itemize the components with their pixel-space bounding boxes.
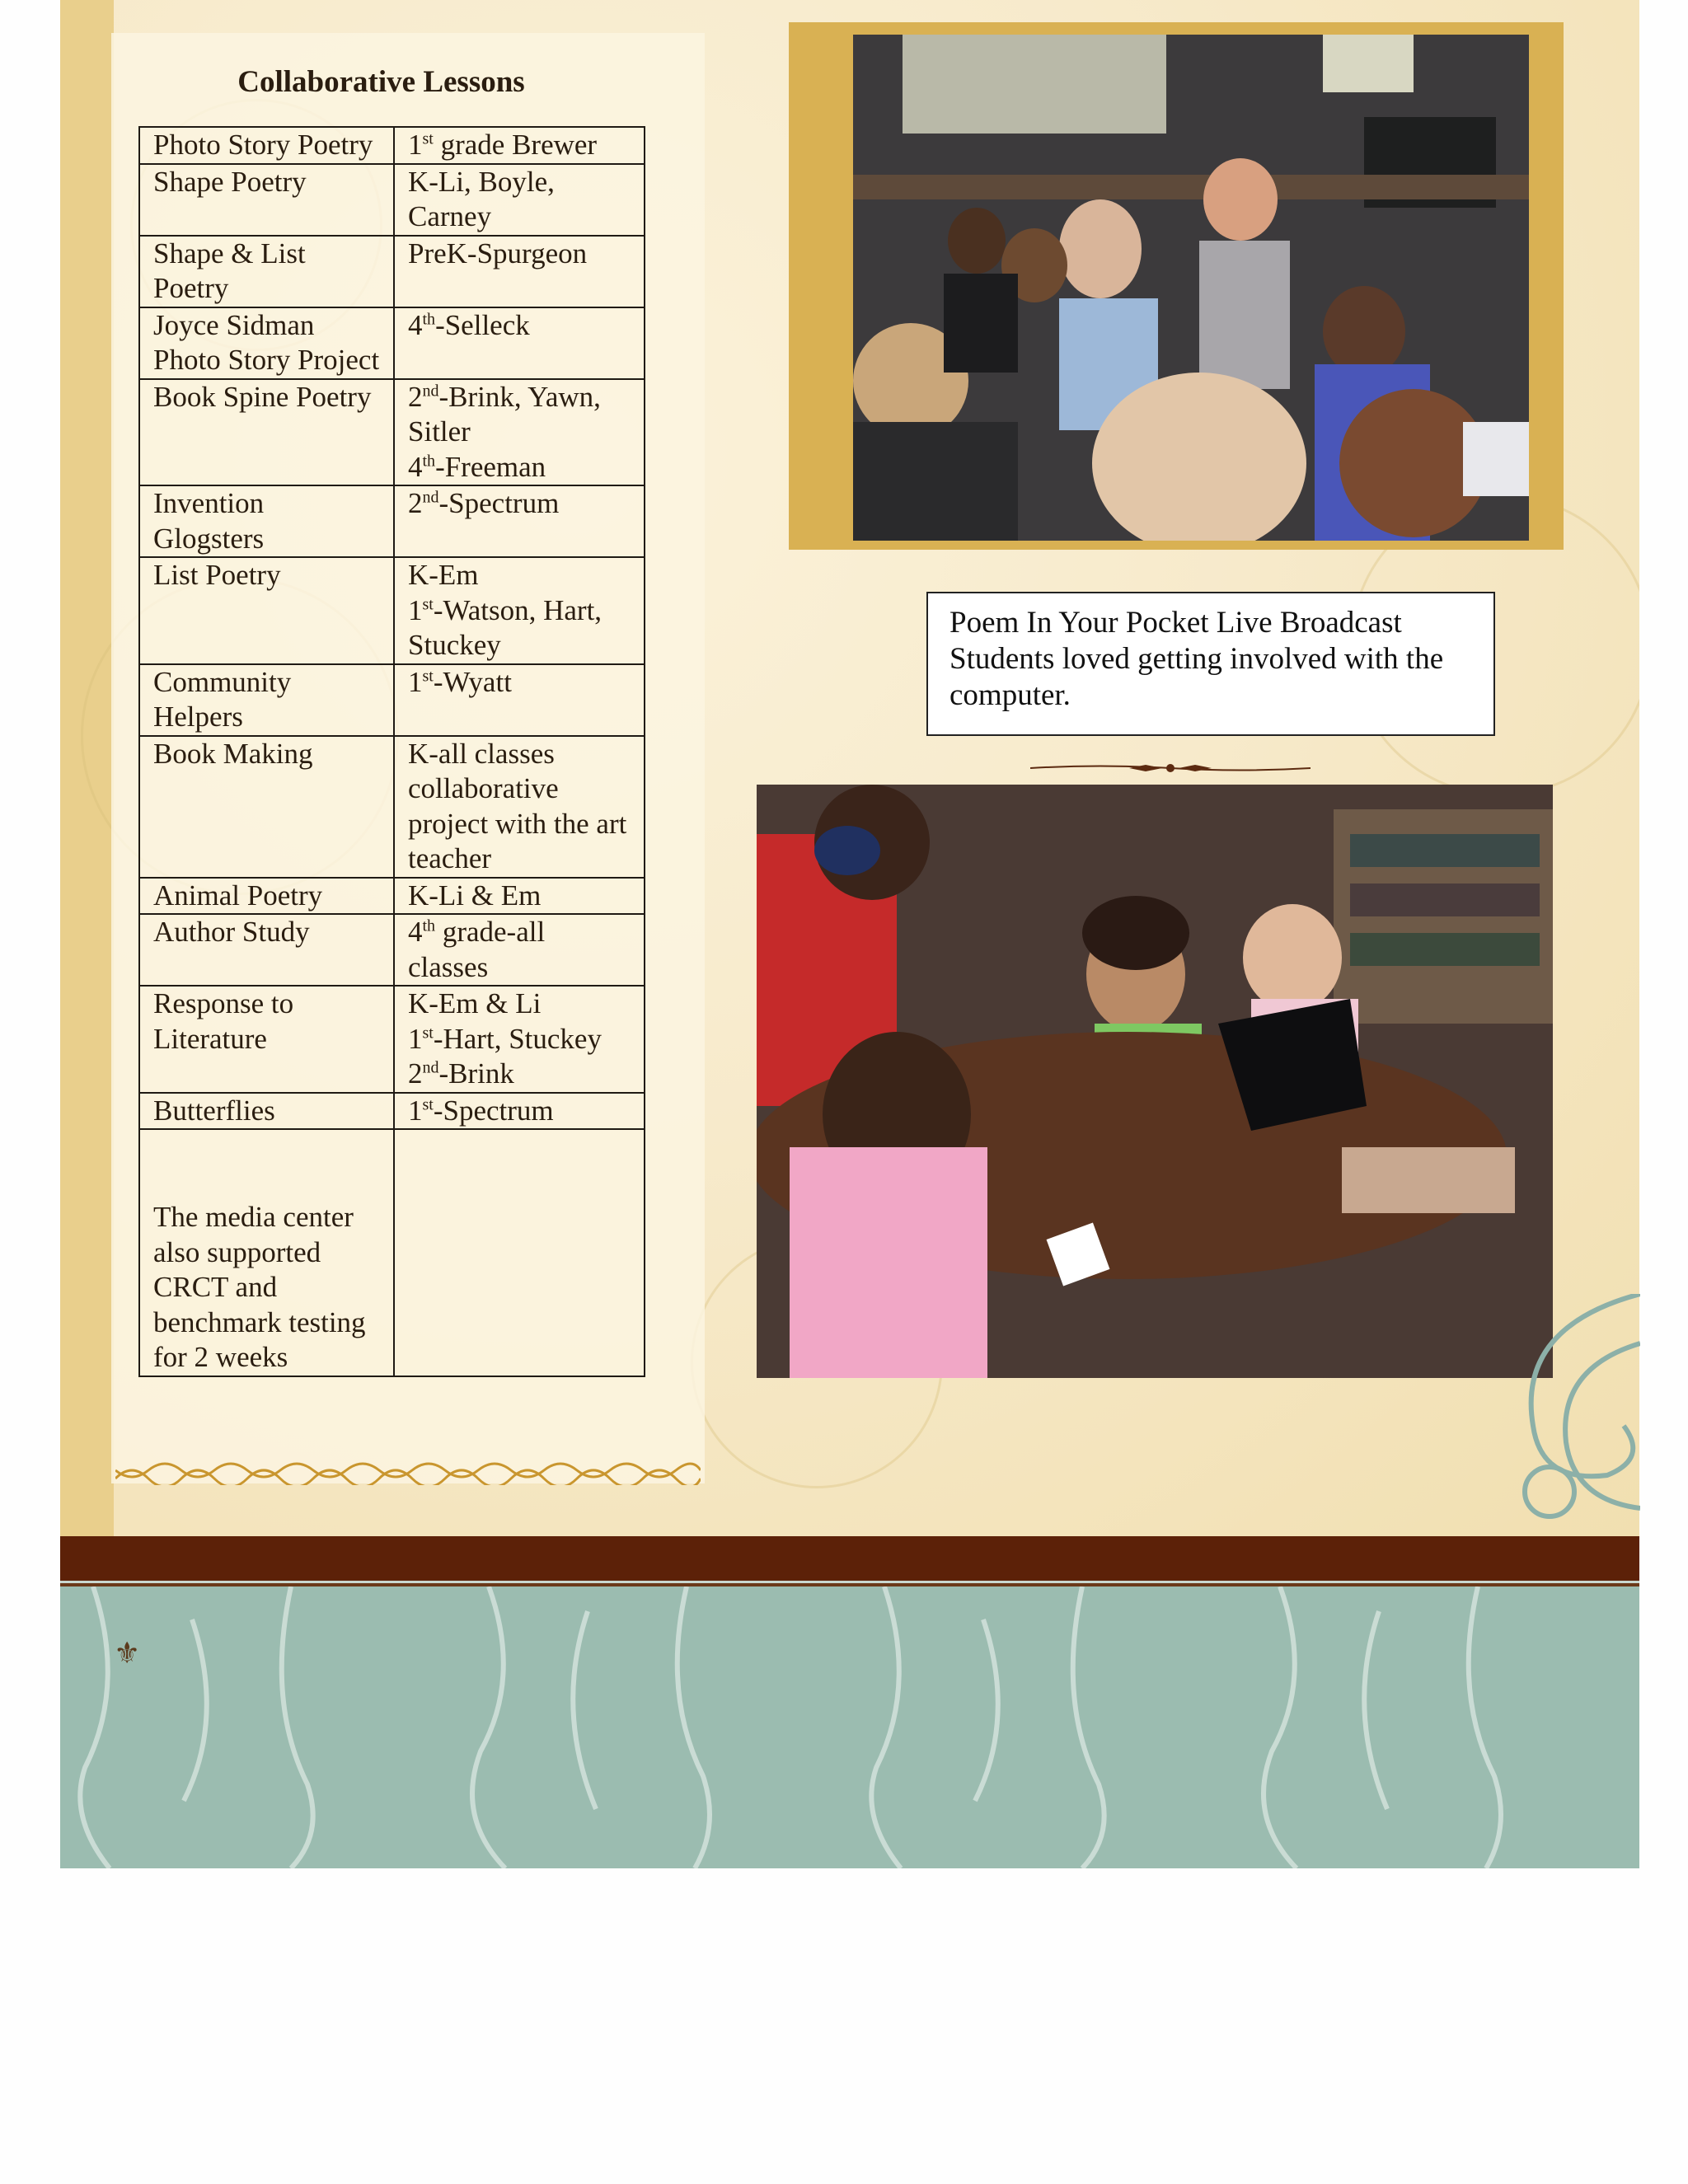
table-row (139, 1093, 645, 1130)
empty-cell (394, 1129, 645, 1376)
table-row (139, 914, 645, 986)
lesson-cell: Shape & List Poetry (139, 236, 394, 307)
classes-cell: K-Em 1st-Watson, Hart, Stuckey (394, 557, 645, 664)
lesson-cell: Invention Glogsters (139, 485, 394, 557)
ordinal-suffix: st (422, 666, 434, 685)
table-row (139, 127, 645, 164)
table-row (139, 986, 645, 1093)
fern-pattern (60, 1586, 1639, 1868)
table-row (139, 557, 645, 664)
photo-caption (926, 592, 1495, 736)
table-row (139, 307, 645, 379)
table-row (139, 664, 645, 736)
ordinal-suffix: th (422, 451, 436, 470)
classes-cell: 2nd-Brink, Yawn, Sitler 4th-Freeman (394, 379, 645, 486)
classes-cell: K-all classes collaborative project with the art teacher (394, 736, 645, 878)
lesson-cell: Book Making (139, 736, 394, 878)
table-row (139, 236, 645, 307)
classes-cell: PreK-Spurgeon (394, 236, 645, 307)
lesson-cell: Community Helpers (139, 664, 394, 736)
classes-cell: K-Li, Boyle, Carney (394, 164, 645, 236)
lesson-cell: Shape Poetry (139, 164, 394, 236)
brown-footer-band (60, 1536, 1639, 1581)
table-row (139, 485, 645, 557)
ordinal-suffix: nd (422, 488, 439, 507)
ordinal-suffix: st (422, 1023, 434, 1042)
classes-cell: 1st grade Brewer (394, 127, 645, 164)
laptop-photo (757, 785, 1553, 1378)
lessons-table (138, 126, 645, 1377)
table-row (139, 164, 645, 236)
lesson-cell: Book Spine Poetry (139, 379, 394, 486)
lesson-cell: Joyce Sidman Photo Story Project (139, 307, 394, 379)
classroom-photo (853, 35, 1529, 541)
lesson-cell: List Poetry (139, 557, 394, 664)
ordinal-suffix: nd (422, 381, 439, 400)
lesson-cell: Response to Literature (139, 986, 394, 1093)
teal-corner-swirl (1484, 1294, 1640, 1541)
scroll-border-ornament (115, 1460, 701, 1485)
lesson-cell: Animal Poetry (139, 878, 394, 915)
ordinal-suffix: nd (422, 1058, 439, 1077)
ordinal-suffix: th (422, 916, 436, 935)
table-row (139, 379, 645, 486)
teal-footer-band (60, 1586, 1639, 1868)
ordinal-suffix: th (422, 309, 436, 328)
classes-cell: 1st-Spectrum (394, 1093, 645, 1130)
ornamental-divider (1030, 762, 1311, 774)
ordinal-suffix: st (422, 129, 434, 148)
classes-cell: K-Li & Em (394, 878, 645, 915)
table-row (139, 878, 645, 915)
table-row (139, 736, 645, 878)
note-cell: The media center also supported CRCT and benchmark testing for 2 weeks (139, 1129, 394, 1376)
classes-cell: K-Em & Li 1st-Hart, Stuckey 2nd-Brink (394, 986, 645, 1093)
classes-cell: 2nd-Spectrum (394, 485, 645, 557)
fleur-de-lis-icon: ⚜ (114, 1637, 141, 1670)
classes-cell: 1st-Wyatt (394, 664, 645, 736)
classes-cell: 4th-Selleck (394, 307, 645, 379)
lesson-cell: Photo Story Poetry (139, 127, 394, 164)
lesson-cell: Author Study (139, 914, 394, 986)
caption-title: Poem In Your Pocket Live Broadcast (950, 606, 1402, 640)
caption-text: Students loved getting involved with the computer. (950, 642, 1444, 712)
ordinal-suffix: st (422, 1094, 434, 1113)
table-row (139, 1129, 645, 1376)
classes-cell: 4th grade-all classes (394, 914, 645, 986)
ordinal-suffix: st (422, 594, 434, 613)
lesson-cell: Butterflies (139, 1093, 394, 1130)
page-title: Collaborative Lessons (237, 65, 525, 99)
